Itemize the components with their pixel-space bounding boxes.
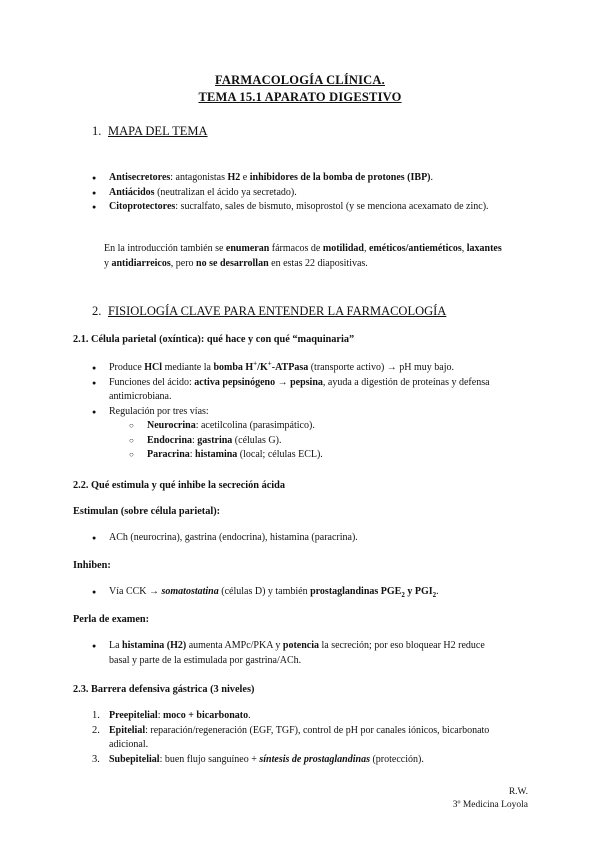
section-2-heading: [92, 304, 446, 319]
list-item: 1. Preepitelial: moco + bicarbonato.: [92, 710, 251, 721]
regulation-sublist: [109, 419, 507, 463]
section-title: FISIOLOGÍA CLAVE PARA ENTENDER LA FARMACOLOGÍA: [108, 304, 447, 318]
parietal-cell-list: [92, 361, 507, 463]
document-title: FARMACOLOGÍA CLÍNICA.: [215, 73, 385, 87]
section-1-list: [92, 171, 507, 215]
course-label: 3º Medicina Loyola: [452, 800, 528, 810]
section-number: 2.: [92, 304, 102, 318]
list-item: ● ACh (neurocrina), gastrina (endocrina), histamina (paracrina).: [92, 531, 507, 546]
list-item: ● Antiácidos (neutralizan el ácido ya secretado).: [92, 186, 507, 201]
list-item: 3. Subepitelial: buen flujo sanguíneo + síntesis de prostaglandinas (protección).: [92, 753, 424, 765]
section-1-heading: [92, 124, 208, 139]
list-item: ● Antisecretores: antagonistas H2 e inhibidores de la bomba de protones (IBP).: [92, 171, 507, 186]
inhibit-label: Inhiben:: [73, 560, 111, 571]
list-item: ● La histamina (H2) aumenta AMPc/PKA y potencia la secreción; por eso bloquear H2 reduce basal y parte de la estimulada por gastrina/ACh.: [92, 639, 507, 668]
exam-tip-label: Perla de examen:: [73, 614, 150, 625]
section-title: MAPA DEL TEMA: [108, 124, 208, 138]
stimulate-label: Estimulan (sobre célula parietal):: [73, 506, 221, 517]
list-item: ● Vía CCK → somatostatina (células D) y también prostaglandinas $PGE_2$ y $PGI_2$.: [92, 585, 507, 600]
stimulate-list: [92, 531, 507, 546]
list-item: ● Regulación por tres vías: ○ Neurocrina: acetilcolina (parasimpático). ○ Endocrina: gastrina (células G). ○ Paracrina: histamina (local; células ECL).: [92, 405, 507, 463]
list-item: ● Citoprotectores: sucralfato, sales de bismuto, misoprostol (y se menciona acexamato de zinc).: [92, 200, 507, 215]
author-initials: R.W.: [508, 787, 528, 797]
footer: [453, 786, 528, 812]
section-number: 1.: [92, 124, 102, 138]
sublist-item: ○ Paracrina: histamina (local; células ECL).: [109, 448, 507, 463]
barrier-levels-list: [92, 709, 512, 767]
exam-tip-list: [92, 639, 507, 668]
subsection-2-1-heading: 2.1. Célula parietal (oxíntica): qué hace y con qué “maquinaria”: [73, 334, 355, 345]
subsection-2-2-heading: 2.2. Qué estimula y qué inhibe la secreción ácida: [73, 480, 286, 491]
list-item: 2. Epitelial: reparación/regeneración (EGF, TGF), control de pH por canales iónicos, bicarbonato adicional.: [92, 724, 490, 750]
list-item: ● Produce HCl mediante la bomba H+/K+-ATPasa (transporte activo) → pH muy bajo.: [92, 361, 507, 376]
intro-paragraph: En la introducción también se enumeran fármacos de motilidad, eméticos/antieméticos, laxantes y antidiarreicos, pero no se desarrollan en estas 22 diapositivas.: [104, 243, 502, 269]
sublist-item: ○ Neurocrina: acetilcolina (parasimpático).: [109, 419, 507, 434]
document-subtitle: TEMA 15.1 APARATO DIGESTIVO: [198, 90, 402, 104]
inhibit-list: [92, 585, 507, 600]
subsection-2-3-heading: 2.3. Barrera defensiva gástrica (3 niveles): [73, 684, 255, 695]
list-item: ● Funciones del ácido: activa pepsinógeno → pepsina, ayuda a digestión de proteínas y defensa antimicrobiana.: [92, 376, 507, 405]
sublist-item: ○ Endocrina: gastrina (células G).: [109, 434, 507, 449]
